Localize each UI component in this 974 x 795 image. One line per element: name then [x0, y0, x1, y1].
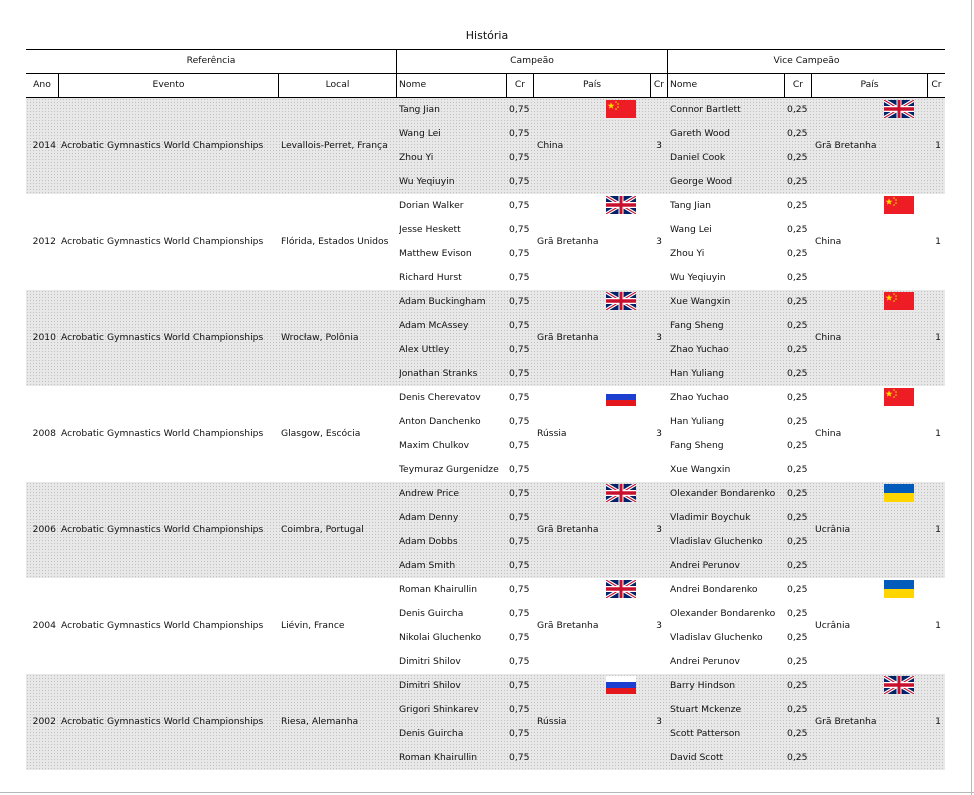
- col-header-champ-cr: Cr: [514, 79, 526, 90]
- uk-flag-icon: [606, 196, 636, 214]
- champion-athlete-cr: 0,75: [509, 248, 530, 259]
- champion-athlete-name: Tang Jian: [399, 104, 441, 115]
- champion-athlete-name: Alex Uttley: [399, 344, 450, 355]
- runner-up-athlete-cr: 0,25: [787, 128, 808, 139]
- runner-up-athlete-name: Stuart Mckenze: [670, 704, 742, 715]
- runner-up-athlete-cr: 0,25: [787, 248, 808, 259]
- champion-country: China: [537, 140, 564, 151]
- runner-up-athlete-cr: 0,25: [787, 392, 808, 403]
- runner-up-athlete-name: Olexander Bondarenko: [670, 488, 776, 499]
- group-header-referencia: Referência: [186, 55, 236, 66]
- runner-up-athlete-name: Zhou Yi: [670, 248, 705, 259]
- champion-athlete-cr: 0,75: [509, 536, 530, 547]
- runner-up-athlete-cr: 0,25: [787, 464, 808, 475]
- uk-flag-icon: [884, 100, 914, 118]
- champion-athlete-cr: 0,75: [509, 656, 530, 667]
- event-name: Acrobatic Gymnastics World Championships: [61, 332, 264, 343]
- champion-athlete-cr: 0,75: [509, 392, 530, 403]
- champion-athlete-cr: 0,75: [509, 704, 530, 715]
- china-flag-icon: [606, 100, 636, 118]
- champion-total-cr: 3: [656, 428, 662, 439]
- champion-total-cr: 3: [656, 524, 662, 535]
- event-name: Acrobatic Gymnastics World Championships: [61, 140, 264, 151]
- runner-up-athlete-name: Vladislav Gluchenko: [670, 536, 763, 547]
- champion-athlete-cr: 0,75: [509, 416, 530, 427]
- champion-athlete-cr: 0,75: [509, 368, 530, 379]
- champion-total-cr: 3: [656, 332, 662, 343]
- runner-up-athlete-name: Han Yuliang: [670, 416, 725, 427]
- champion-athlete-cr: 0,75: [509, 152, 530, 163]
- uk-flag-icon: [606, 484, 636, 502]
- runner-up-athlete-name: Connor Bartlett: [670, 104, 741, 115]
- champion-athlete-cr: 0,75: [509, 128, 530, 139]
- champion-athlete-name: Roman Khairullin: [399, 584, 478, 595]
- uk-flag-icon: [606, 580, 636, 598]
- runner-up-country: China: [815, 428, 842, 439]
- runner-up-athlete-cr: 0,25: [787, 752, 808, 763]
- runner-up-athlete-cr: 0,25: [787, 584, 808, 595]
- champion-country: Grã Bretanha: [537, 524, 599, 535]
- event-name: Acrobatic Gymnastics World Championships: [61, 524, 264, 535]
- col-header-vice-cr: Cr: [792, 79, 804, 90]
- runner-up-athlete-cr: 0,25: [787, 296, 808, 307]
- runner-up-athlete-cr: 0,25: [787, 512, 808, 523]
- champion-athlete-cr: 0,75: [509, 680, 530, 691]
- event-year: 2010: [32, 332, 56, 343]
- event-year: 2008: [32, 428, 56, 439]
- runner-up-athlete-name: Han Yuliang: [670, 368, 725, 379]
- runner-up-total-cr: 1: [935, 620, 941, 631]
- col-header-vice-total-cr: Cr: [931, 79, 942, 90]
- champion-athlete-name: Matthew Evison: [399, 248, 472, 259]
- event-year: 2006: [32, 524, 56, 535]
- runner-up-athlete-name: Fang Sheng: [670, 320, 724, 331]
- runner-up-athlete-cr: 0,25: [787, 608, 808, 619]
- runner-up-athlete-cr: 0,25: [787, 680, 808, 691]
- col-header-local: Local: [325, 79, 350, 90]
- champion-athlete-cr: 0,75: [509, 560, 530, 571]
- runner-up-athlete-name: Andrei Bondarenko: [670, 584, 758, 595]
- runner-up-athlete-name: Xue Wangxin: [670, 464, 731, 475]
- runner-up-athlete-cr: 0,25: [787, 440, 808, 451]
- runner-up-total-cr: 1: [935, 524, 941, 535]
- runner-up-country: China: [815, 236, 842, 247]
- russia-flag-icon: [606, 388, 636, 406]
- runner-up-athlete-cr: 0,25: [787, 416, 808, 427]
- runner-up-athlete-cr: 0,25: [787, 632, 808, 643]
- col-header-champ-total-cr: Cr: [653, 79, 665, 90]
- champion-athlete-cr: 0,75: [509, 464, 530, 475]
- champion-athlete-name: Maxim Chulkov: [399, 440, 470, 451]
- champion-athlete-name: Jesse Heskett: [399, 224, 461, 235]
- champion-athlete-name: Denis Guircha: [399, 608, 464, 619]
- sheet-edge-bottom: [0, 792, 974, 793]
- champion-athlete-cr: 0,75: [509, 584, 530, 595]
- runner-up-athlete-name: Gareth Wood: [670, 128, 730, 139]
- champion-country: Grã Bretanha: [537, 620, 599, 631]
- runner-up-athlete-name: Olexander Bondarenko: [670, 608, 776, 619]
- event-name: Acrobatic Gymnastics World Championships: [61, 716, 264, 727]
- runner-up-athlete-cr: 0,25: [787, 536, 808, 547]
- runner-up-total-cr: 1: [935, 716, 941, 727]
- runner-up-athlete-cr: 0,25: [787, 344, 808, 355]
- champion-athlete-name: Anton Danchenko: [399, 416, 481, 427]
- col-header-champ-pais: País: [582, 79, 602, 90]
- champion-athlete-cr: 0,75: [509, 512, 530, 523]
- event-year: 2002: [32, 716, 56, 727]
- runner-up-athlete-cr: 0,25: [787, 152, 808, 163]
- col-header-ano: Ano: [33, 79, 51, 90]
- uk-flag-icon: [884, 676, 914, 694]
- champion-athlete-cr: 0,75: [509, 224, 530, 235]
- champion-athlete-name: Dorian Walker: [399, 200, 464, 211]
- runner-up-athlete-name: David Scott: [670, 752, 724, 763]
- col-header-vice-nome: Nome: [670, 79, 698, 90]
- runner-up-athlete-name: Daniel Cook: [670, 152, 726, 163]
- champion-athlete-cr: 0,75: [509, 176, 530, 187]
- champion-athlete-name: Grigori Shinkarev: [399, 704, 479, 715]
- runner-up-total-cr: 1: [935, 428, 941, 439]
- runner-up-athlete-name: Wang Lei: [670, 224, 712, 235]
- uk-flag-icon: [606, 292, 636, 310]
- runner-up-athlete-name: Andrei Perunov: [670, 656, 740, 667]
- runner-up-athlete-cr: 0,25: [787, 224, 808, 235]
- sheet-edge-right: [971, 0, 972, 795]
- sheet-title: História: [465, 29, 509, 42]
- runner-up-athlete-name: Andrei Perunov: [670, 560, 740, 571]
- event-name: Acrobatic Gymnastics World Championships: [61, 620, 264, 631]
- runner-up-athlete-name: Vladislav Gluchenko: [670, 632, 763, 643]
- champion-athlete-name: Dimitri Shilov: [399, 680, 461, 691]
- champion-athlete-cr: 0,75: [509, 104, 530, 115]
- champion-athlete-name: Zhou Yi: [399, 152, 434, 163]
- event-location: Levallois-Perret, França: [281, 140, 388, 151]
- runner-up-athlete-cr: 0,25: [787, 104, 808, 115]
- champion-country: Rússia: [537, 428, 567, 439]
- champion-athlete-name: Denis Guircha: [399, 728, 464, 739]
- champion-athlete-cr: 0,75: [509, 344, 530, 355]
- runner-up-athlete-name: Fang Sheng: [670, 440, 724, 451]
- runner-up-athlete-name: Barry Hindson: [670, 680, 736, 691]
- runner-up-athlete-name: Zhao Yuchao: [670, 392, 729, 403]
- event-year: 2012: [32, 236, 56, 247]
- event-location: Liévin, France: [281, 620, 345, 631]
- event-location: Wrocław, Polônia: [281, 332, 359, 343]
- runner-up-total-cr: 1: [935, 236, 941, 247]
- runner-up-total-cr: 1: [935, 140, 941, 151]
- champion-athlete-name: Adam Denny: [399, 512, 459, 523]
- event-location: Coimbra, Portugal: [281, 524, 364, 535]
- champion-country: Grã Bretanha: [537, 236, 599, 247]
- event-year: 2004: [32, 620, 56, 631]
- runner-up-country: Grã Bretanha: [815, 716, 877, 727]
- champion-athlete-cr: 0,75: [509, 632, 530, 643]
- runner-up-athlete-name: Tang Jian: [670, 200, 712, 211]
- col-header-evento: Evento: [152, 79, 185, 90]
- runner-up-athlete-name: Scott Patterson: [670, 728, 741, 739]
- runner-up-athlete-name: Wu Yeqiuyin: [670, 272, 726, 283]
- runner-up-athlete-cr: 0,25: [787, 272, 808, 283]
- champion-athlete-name: Wu Yeqiuyin: [399, 176, 455, 187]
- china-flag-icon: [884, 292, 914, 310]
- champion-country: Grã Bretanha: [537, 332, 599, 343]
- champion-athlete-cr: 0,75: [509, 752, 530, 763]
- champion-athlete-name: Andrew Price: [399, 488, 460, 499]
- runner-up-athlete-cr: 0,25: [787, 176, 808, 187]
- champion-athlete-cr: 0,75: [509, 728, 530, 739]
- runner-up-athlete-name: Vladimir Boychuk: [670, 512, 751, 523]
- runner-up-total-cr: 1: [935, 332, 941, 343]
- champion-athlete-cr: 0,75: [509, 272, 530, 283]
- event-name: Acrobatic Gymnastics World Championships: [61, 236, 264, 247]
- runner-up-country: Grã Bretanha: [815, 140, 877, 151]
- champion-athlete-cr: 0,75: [509, 608, 530, 619]
- runner-up-athlete-cr: 0,25: [787, 560, 808, 571]
- champion-athlete-name: Roman Khairullin: [399, 752, 478, 763]
- col-header-champ-nome: Nome: [399, 79, 427, 90]
- russia-flag-icon: [606, 676, 636, 694]
- event-year: 2014: [32, 140, 56, 151]
- champion-athlete-name: Jonathan Stranks: [399, 368, 478, 379]
- champion-athlete-name: Denis Cherevatov: [399, 392, 481, 403]
- event-location: Riesa, Alemanha: [281, 716, 359, 727]
- champion-total-cr: 3: [656, 716, 662, 727]
- champion-athlete-cr: 0,75: [509, 440, 530, 451]
- runner-up-athlete-cr: 0,25: [787, 728, 808, 739]
- champion-athlete-name: Adam Smith: [399, 560, 456, 571]
- runner-up-athlete-cr: 0,25: [787, 200, 808, 211]
- champion-athlete-name: Wang Lei: [399, 128, 441, 139]
- champion-athlete-cr: 0,75: [509, 296, 530, 307]
- runner-up-country: Ucrânia: [815, 620, 851, 631]
- event-location: Flórida, Estados Unidos: [281, 236, 389, 247]
- champion-athlete-cr: 0,75: [509, 488, 530, 499]
- champion-total-cr: 3: [656, 620, 662, 631]
- runner-up-athlete-name: Xue Wangxin: [670, 296, 731, 307]
- champion-total-cr: 3: [656, 140, 662, 151]
- event-name: Acrobatic Gymnastics World Championships: [61, 428, 264, 439]
- champion-athlete-name: Nikolai Gluchenko: [399, 632, 482, 643]
- champion-athlete-name: Adam McAssey: [399, 320, 469, 331]
- china-flag-icon: [884, 388, 914, 406]
- champion-athlete-name: Teymuraz Gurgenidze: [399, 464, 499, 475]
- champion-athlete-cr: 0,75: [509, 200, 530, 211]
- runner-up-athlete-cr: 0,25: [787, 368, 808, 379]
- runner-up-athlete-cr: 0,25: [787, 320, 808, 331]
- runner-up-athlete-cr: 0,25: [787, 704, 808, 715]
- group-header-vice: Vice Campeão: [773, 55, 840, 66]
- event-location: Glasgow, Escócia: [281, 428, 361, 439]
- champion-athlete-name: Adam Buckingham: [399, 296, 486, 307]
- runner-up-athlete-name: George Wood: [670, 176, 733, 187]
- ukraine-flag-icon: [884, 484, 914, 502]
- champion-athlete-name: Richard Hurst: [399, 272, 462, 283]
- runner-up-athlete-cr: 0,25: [787, 488, 808, 499]
- ukraine-flag-icon: [884, 580, 914, 598]
- group-header-campeao: Campeão: [510, 55, 554, 66]
- champion-athlete-name: Dimitri Shilov: [399, 656, 461, 667]
- champion-country: Rússia: [537, 716, 567, 727]
- col-header-vice-pais: País: [860, 79, 879, 90]
- champion-athlete-name: Adam Dobbs: [399, 536, 458, 547]
- china-flag-icon: [884, 196, 914, 214]
- runner-up-country: China: [815, 332, 842, 343]
- champion-total-cr: 3: [656, 236, 662, 247]
- runner-up-athlete-name: Zhao Yuchao: [670, 344, 729, 355]
- runner-up-athlete-cr: 0,25: [787, 656, 808, 667]
- champion-athlete-cr: 0,75: [509, 320, 530, 331]
- runner-up-country: Ucrânia: [815, 524, 851, 535]
